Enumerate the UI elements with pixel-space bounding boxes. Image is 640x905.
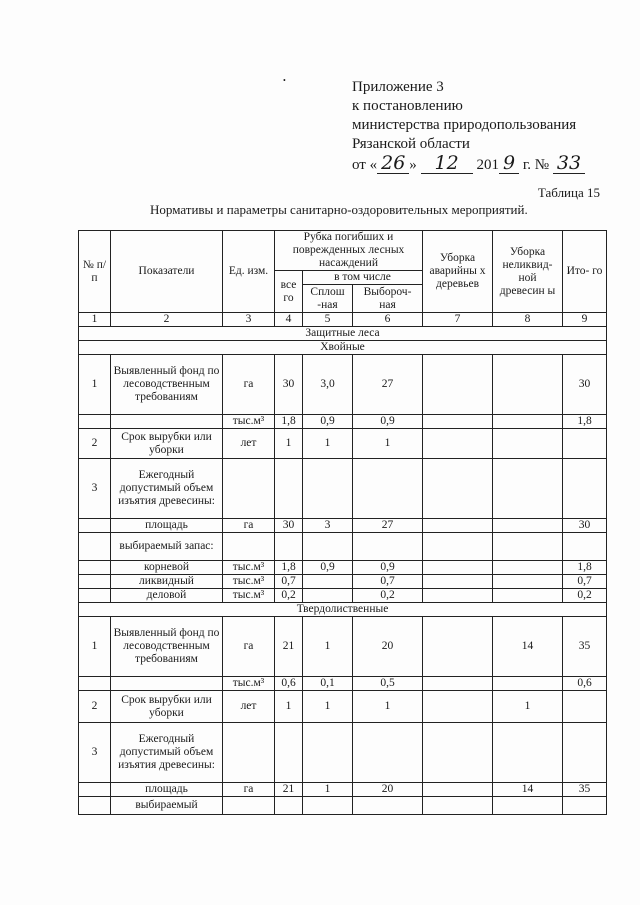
cell-n: 1: [79, 617, 111, 677]
column-number: 9: [563, 313, 607, 327]
cell-total: 0,2: [275, 589, 303, 603]
cell-n: 3: [79, 723, 111, 783]
norms-table: [78, 230, 607, 815]
order-line: [352, 154, 585, 175]
cell-unit: га: [223, 519, 275, 533]
cell-ill: [493, 677, 563, 691]
column-number: 6: [353, 313, 423, 327]
appendix-line-2: к постановлению: [352, 98, 463, 114]
cell-name: Срок вырубки или уборки: [111, 429, 223, 459]
cell-em: [423, 533, 493, 561]
cell-em: [423, 691, 493, 723]
table-label: Таблица 15: [537, 185, 600, 200]
cell-clear: [303, 723, 353, 783]
cell-name: выбираемый запас:: [111, 533, 223, 561]
cell-sum: 1,8: [563, 415, 607, 429]
cell-clear: 1: [303, 429, 353, 459]
cell-sum: [563, 429, 607, 459]
cell-n: [79, 589, 111, 603]
cell-ill: 14: [493, 783, 563, 797]
cell-ill: 1: [493, 691, 563, 723]
cell-name: деловой: [111, 589, 223, 603]
col-head-indicator: Показатели: [111, 231, 223, 313]
cell-clear: 1: [303, 617, 353, 677]
cell-total: 1: [275, 691, 303, 723]
document-title: Нормативы и параметры санитарно-оздоровительных мероприятий.: [150, 202, 528, 217]
cell-name: корневой: [111, 561, 223, 575]
cell-unit: га: [223, 355, 275, 415]
section-protective: Защитные леса: [79, 327, 607, 341]
cell-clear: 0,9: [303, 561, 353, 575]
table-row: [79, 519, 607, 533]
column-number: 3: [223, 313, 275, 327]
cell-clear: [303, 589, 353, 603]
cell-em: [423, 459, 493, 519]
col-head-illiquid: Уборка неликвид- ной древесин ы: [493, 231, 563, 313]
order-mid: »: [409, 157, 417, 173]
cell-clear: [303, 797, 353, 815]
cell-em: [423, 519, 493, 533]
cell-sum: 30: [563, 355, 607, 415]
cell-em: [423, 589, 493, 603]
table-row: [79, 561, 607, 575]
column-number: 2: [111, 313, 223, 327]
cell-ill: 14: [493, 617, 563, 677]
order-day: 26: [377, 154, 409, 174]
cell-n: [79, 533, 111, 561]
col-head-selective: Выбороч- ная: [353, 285, 423, 313]
cell-ill: [493, 533, 563, 561]
col-head-total: все го: [275, 271, 303, 313]
cell-n: [79, 519, 111, 533]
cell-sel: 27: [353, 519, 423, 533]
cell-unit: [223, 797, 275, 815]
table-row: [79, 617, 607, 677]
column-number: 7: [423, 313, 493, 327]
cell-sel: 27: [353, 355, 423, 415]
order-year-prefix: 201: [476, 157, 499, 173]
cell-sel: 0,9: [353, 561, 423, 575]
cell-sel: [353, 723, 423, 783]
cell-ill: [493, 429, 563, 459]
table-row: [79, 797, 607, 815]
cell-sum: 35: [563, 617, 607, 677]
cell-clear: [303, 533, 353, 561]
cell-ill: [493, 459, 563, 519]
cell-sel: 20: [353, 783, 423, 797]
cell-sel: 0,9: [353, 415, 423, 429]
table-row: [79, 575, 607, 589]
col-head-unit: Ед. изм.: [223, 231, 275, 313]
cell-sum: 30: [563, 519, 607, 533]
table-row: [79, 415, 607, 429]
cell-n: [79, 797, 111, 815]
cell-em: [423, 783, 493, 797]
cell-sum: 0,2: [563, 589, 607, 603]
cell-em: [423, 429, 493, 459]
cell-sum: [563, 723, 607, 783]
cell-total: 1,8: [275, 561, 303, 575]
cell-sum: 0,7: [563, 575, 607, 589]
cell-name: Ежегодный допустимый объем изъятия древесины:: [111, 459, 223, 519]
cell-sel: 0,2: [353, 589, 423, 603]
cell-n: 1: [79, 355, 111, 415]
cell-name: [111, 415, 223, 429]
cell-total: 21: [275, 783, 303, 797]
cell-sum: [563, 459, 607, 519]
cell-total: 0,7: [275, 575, 303, 589]
cell-sel: 0,7: [353, 575, 423, 589]
cell-em: [423, 617, 493, 677]
cell-sum: [563, 533, 607, 561]
cell-unit: [223, 459, 275, 519]
cell-unit: [223, 533, 275, 561]
cell-total: [275, 459, 303, 519]
cell-ill: [493, 561, 563, 575]
cell-n: 3: [79, 459, 111, 519]
cell-ill: [493, 415, 563, 429]
cell-unit: тыс.м³: [223, 575, 275, 589]
cell-sum: 1,8: [563, 561, 607, 575]
cell-ill: [493, 723, 563, 783]
cell-em: [423, 575, 493, 589]
cell-clear: 1: [303, 691, 353, 723]
cell-sel: 1: [353, 429, 423, 459]
cell-clear: 0,9: [303, 415, 353, 429]
scan-speck: •: [283, 76, 286, 85]
table-row: [79, 723, 607, 783]
cell-total: 1,8: [275, 415, 303, 429]
cell-clear: [303, 575, 353, 589]
cell-ill: [493, 519, 563, 533]
order-number: 33: [553, 154, 585, 174]
col-head-emergency: Уборка аварийны х деревьев: [423, 231, 493, 313]
table-row: [79, 459, 607, 519]
cell-name: площадь: [111, 783, 223, 797]
cell-ill: [493, 589, 563, 603]
table-row: [79, 429, 607, 459]
cell-unit: тыс.м³: [223, 589, 275, 603]
cell-unit: лет: [223, 429, 275, 459]
cell-name: Ежегодный допустимый объем изъятия древесины:: [111, 723, 223, 783]
col-head-felling: Рубка погибших и поврежденных лесных насаждений: [275, 231, 423, 271]
cell-unit: [223, 723, 275, 783]
cell-n: [79, 575, 111, 589]
section-coniferous: Хвойные: [79, 341, 607, 355]
table-row: [79, 533, 607, 561]
cell-total: [275, 723, 303, 783]
table-row: [79, 677, 607, 691]
cell-em: [423, 723, 493, 783]
cell-sel: [353, 533, 423, 561]
cell-em: [423, 677, 493, 691]
cell-name: Выявленный фонд по лесоводственным требованиям: [111, 355, 223, 415]
cell-total: 0,6: [275, 677, 303, 691]
cell-sel: 1: [353, 691, 423, 723]
table-row: [79, 589, 607, 603]
col-head-clear: Сплош -ная: [303, 285, 353, 313]
column-number-row: [79, 313, 607, 327]
cell-em: [423, 355, 493, 415]
cell-unit: тыс.м³: [223, 415, 275, 429]
cell-clear: [303, 459, 353, 519]
column-number: 5: [303, 313, 353, 327]
cell-clear: 0,1: [303, 677, 353, 691]
cell-sum: [563, 797, 607, 815]
cell-n: [79, 415, 111, 429]
cell-em: [423, 797, 493, 815]
cell-n: 2: [79, 691, 111, 723]
cell-sum: 0,6: [563, 677, 607, 691]
cell-name: выбираемый: [111, 797, 223, 815]
cell-name: [111, 677, 223, 691]
cell-total: 1: [275, 429, 303, 459]
order-prefix: от «: [352, 157, 378, 173]
cell-sel: 20: [353, 617, 423, 677]
order-month: 12: [421, 154, 473, 174]
cell-em: [423, 415, 493, 429]
appendix-line-4: Рязанской области: [352, 136, 470, 152]
order-year-suffix: г. №: [522, 157, 550, 173]
appendix-line-1: Приложение 3: [352, 79, 444, 95]
cell-sel: [353, 797, 423, 815]
column-number: 1: [79, 313, 111, 327]
cell-n: [79, 561, 111, 575]
cell-unit: тыс.м³: [223, 677, 275, 691]
cell-n: [79, 783, 111, 797]
cell-em: [423, 561, 493, 575]
appendix-line-3: министерства природопользования: [352, 117, 577, 133]
table-row: [79, 691, 607, 723]
cell-total: [275, 797, 303, 815]
order-year-digit: 9: [499, 154, 519, 174]
cell-unit: га: [223, 783, 275, 797]
col-head-num: № п/п: [79, 231, 111, 313]
cell-n: 2: [79, 429, 111, 459]
cell-sel: [353, 459, 423, 519]
cell-ill: [493, 355, 563, 415]
cell-clear: 3,0: [303, 355, 353, 415]
cell-clear: 1: [303, 783, 353, 797]
cell-unit: тыс.м³: [223, 561, 275, 575]
table-row: [79, 355, 607, 415]
cell-name: ликвидный: [111, 575, 223, 589]
col-head-sum: Ито- го: [563, 231, 607, 313]
cell-sum: 35: [563, 783, 607, 797]
cell-name: Срок вырубки или уборки: [111, 691, 223, 723]
section-hardwood: Твердолиственные: [79, 603, 607, 617]
cell-n: [79, 677, 111, 691]
cell-ill: [493, 797, 563, 815]
column-number: 8: [493, 313, 563, 327]
cell-sum: [563, 691, 607, 723]
cell-total: [275, 533, 303, 561]
col-head-including: в том числе: [303, 271, 423, 285]
cell-name: Выявленный фонд по лесоводственным требованиям: [111, 617, 223, 677]
cell-total: 30: [275, 355, 303, 415]
column-number: 4: [275, 313, 303, 327]
appendix-header: [352, 78, 585, 175]
cell-sel: 0,5: [353, 677, 423, 691]
cell-clear: 3: [303, 519, 353, 533]
cell-total: 30: [275, 519, 303, 533]
cell-unit: лет: [223, 691, 275, 723]
cell-name: площадь: [111, 519, 223, 533]
table-row: [79, 783, 607, 797]
cell-total: 21: [275, 617, 303, 677]
cell-ill: [493, 575, 563, 589]
cell-unit: га: [223, 617, 275, 677]
